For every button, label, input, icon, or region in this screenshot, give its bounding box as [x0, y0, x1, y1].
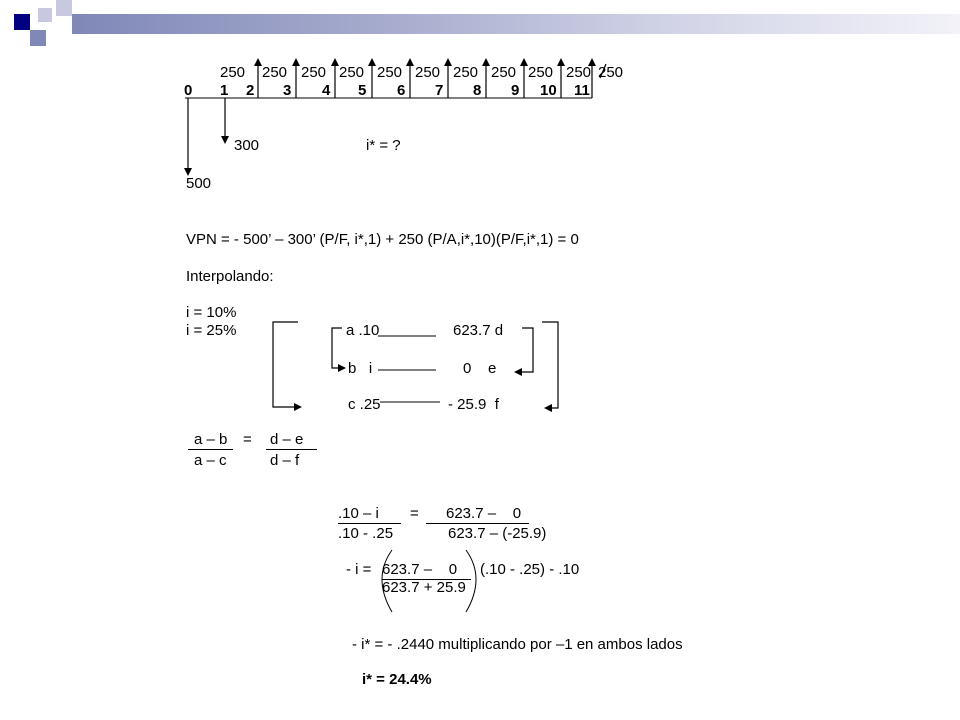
proportion-num-left: a – b [188, 431, 233, 450]
interp-row-b-right: 0 e [463, 360, 497, 377]
inflow-label: 250 [598, 64, 624, 81]
left-bracket-inner [332, 328, 342, 368]
outflow-label-500: 500 [186, 175, 212, 192]
inflow-label: 250 [528, 64, 554, 81]
period-label: 8 [473, 82, 482, 99]
period-label: 1 [220, 82, 229, 99]
inflow-label: 250 [262, 64, 288, 81]
right-paren-arc [466, 550, 476, 612]
period-label: 3 [283, 82, 292, 99]
period-label: 2 [246, 82, 255, 99]
proportion-equals: = [243, 431, 252, 448]
rate-10: i = 10% [186, 304, 237, 321]
period-label: 9 [511, 82, 520, 99]
inflow-label: 250 [220, 64, 246, 81]
unknown-rate-label: i* = ? [366, 137, 401, 154]
proportion-den-left: a – c [194, 452, 227, 469]
period-label: 7 [435, 82, 444, 99]
inflow-label: 250 [453, 64, 479, 81]
inflow-label: 250 [415, 64, 441, 81]
interp-row-c-right: - 25.9 f [448, 396, 499, 413]
period-label: 6 [397, 82, 406, 99]
interp-row-a-left: a .10 [346, 322, 380, 339]
period-label: 0 [184, 82, 193, 99]
proportion-den-right: d – f [270, 452, 300, 469]
inflow-label: 250 [339, 64, 365, 81]
proportion-num-right: d – e [266, 431, 317, 450]
right-bracket-outer [542, 322, 558, 408]
inflow-label: 250 [491, 64, 517, 81]
inflow-label: 250 [566, 64, 592, 81]
solve-prefix: - i = [346, 561, 372, 578]
npv-equation: VPN = - 500’ – 300’ (P/F, i*,1) + 250 (P/A,i*,10)(P/F,i*,1) = 0 [186, 231, 579, 248]
inflow-label: 250 [301, 64, 327, 81]
period-label: 10 [540, 82, 557, 99]
period-label: 11 [574, 82, 590, 99]
subst-num-right: 623.7 – 0 [426, 505, 529, 524]
subst-den-left: .10 - .25 [338, 525, 394, 542]
period-label: 4 [322, 82, 331, 99]
subst-equals: = [410, 505, 419, 522]
result-line: - i* = - .2440 multiplicando por –1 en ambos lados [352, 636, 683, 653]
right-bracket-inner [518, 328, 533, 372]
interp-row-b-left: b i [348, 360, 373, 377]
solve-frac-num: 623.7 – 0 [382, 561, 471, 580]
final-answer: i* = 24.4% [362, 671, 432, 688]
left-bracket-outer [273, 322, 298, 407]
solve-frac-den: 623.7 + 25.9 [382, 579, 466, 596]
interp-row-a-right: 623.7 d [453, 322, 504, 339]
subst-den-right: 623.7 – (-25.9) [448, 525, 547, 542]
inflow-labels [220, 64, 245, 82]
interp-row-c-left: c .25 [348, 396, 381, 413]
period-label: 5 [358, 82, 367, 99]
interpolation-heading: Interpolando: [186, 268, 274, 285]
inflow-label: 250 [377, 64, 403, 81]
rate-25: i = 25% [186, 322, 237, 339]
outflow-label-300: 300 [234, 137, 260, 154]
solve-suffix: (.10 - .25) - .10 [480, 561, 580, 578]
subst-num-left: .10 – i [338, 505, 401, 524]
